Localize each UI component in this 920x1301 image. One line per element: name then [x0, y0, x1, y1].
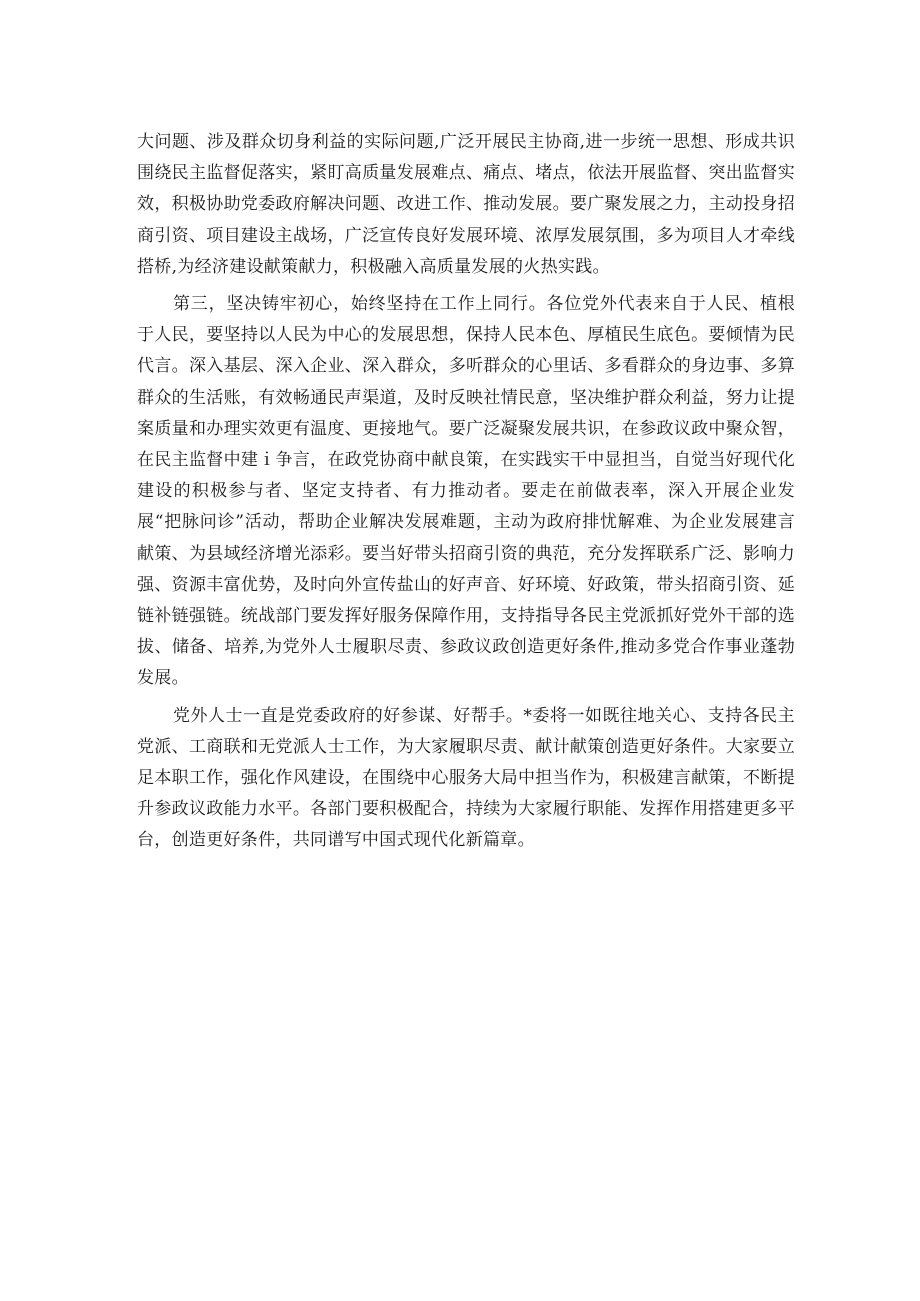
paragraph-continuation: 大问题、涉及群众切身利益的实际问题,广泛开展民主协商,进一步统一思想、形成共识围绕民主监督促落实，紧盯高质量发展难点、痛点、堵点，依法开展监督、突出监督实效，积极协助党委政府解决问题、改进工作、推动发展。要广聚发展之力，主动投身招商引资、项目建设主战场，广泛宣传良好发展环境、浓厚发展氛围，多为项目人才牵线搭桥,为经济建设献策献力，积极融入高质量发展的火热实践。: [137, 132, 795, 277]
paragraph-third-point: 第三，坚决铸牢初心，始终坚持在工作上同行。各位党外代表来自于人民、植根于人民，要坚持以人民为中心的发展思想，保持人民本色、厚植民生底色。要倾情为民代言。深入基层、深入企业、深入群众，多听群众的心里话、多看群众的身边事、多算群众的生活账，有效畅通民声渠道，及时反映社情民意，坚决维护群众利益，努力让提案质量和办理实效更有温度、更接地气。要广泛凝聚发展共识，在参政议政中聚众智，在民主监督中建ｉ争言，在政党协商中献良策，在实践实干中显担当，自觉当好现代化建设的积极参与者、坚定支持者、有力推动者。要走在前做表率，深入开展企业发展“把脉问诊”活动，帮助企业解决发展难题，主动为政府排忧解难、为企业发展建言献策、为县域经济增光添彩。要当好带头招商引资的典范，充分发挥联系广泛、影响力强、资源丰富优势，及时向外宣传盐山的好声音、好环境、好政策，带头招商引资、延链补链强链。统战部门要发挥好服务保障作用，支持指导各民主党派抓好党外干部的选拔、储备、培养,为党外人士履职尽责、参政议政创造更好条件,推动多党合作事业蓬勃发展。: [137, 294, 795, 689]
document-page: [137, 127, 795, 863]
paragraph-closing: 党外人士一直是党委政府的好参谋、好帮手。*委将一如既往地关心、支持各民主党派、工商联和无党派人士工作，为大家履职尽责、献计献策创造更好条件。大家要立足本职工作，强化作风建设，在围绕中心服务大局中担当作为，积极建言献策，不断提升参政议政能力水平。各部门要积极配合，持续为大家履行职能、发挥作用搭建更多平台，创造更好条件，共同谱写中国式现代化新篇章。: [137, 705, 795, 851]
